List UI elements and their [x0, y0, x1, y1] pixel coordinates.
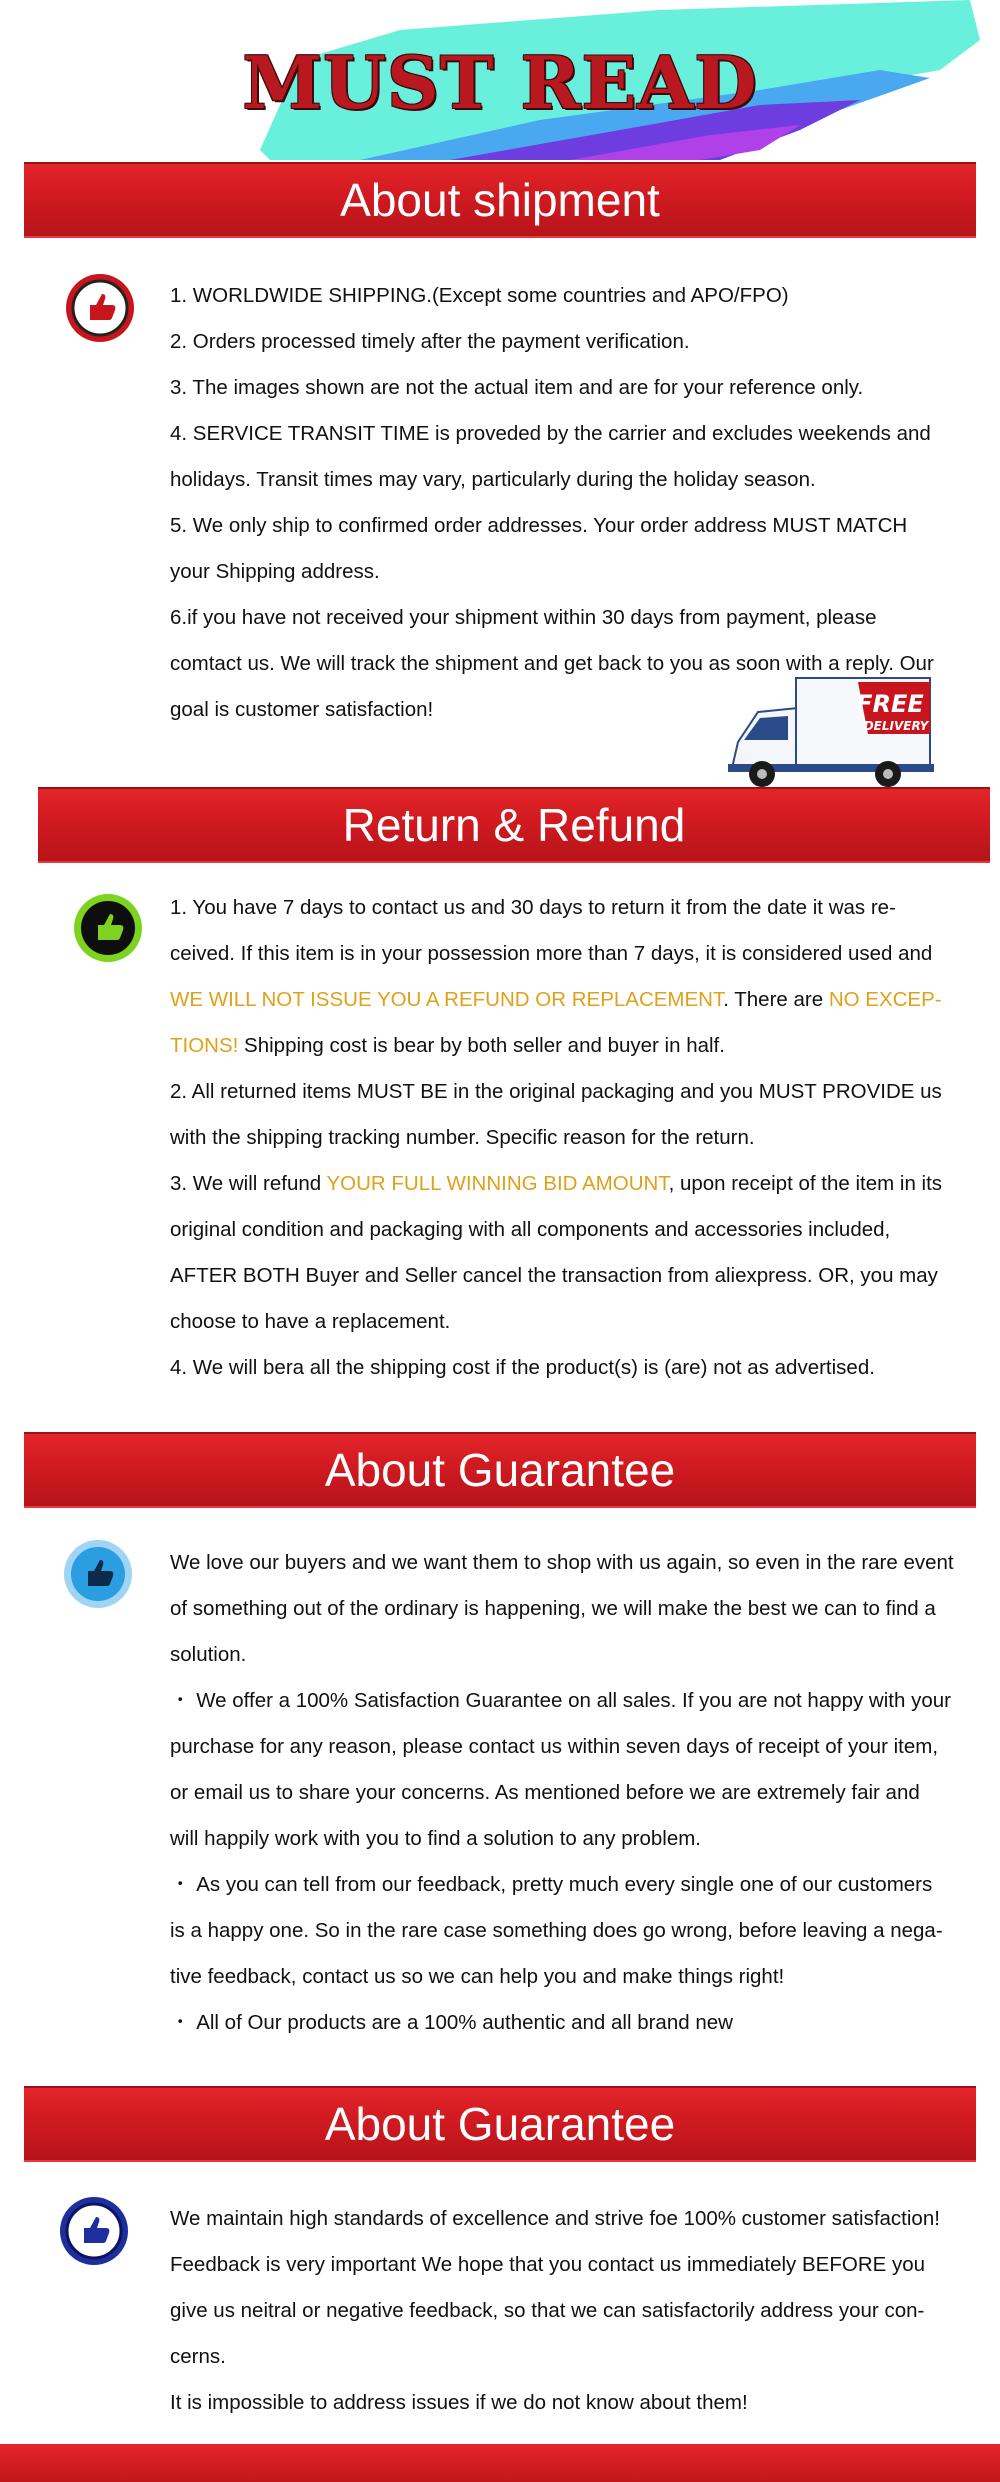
text-line: We maintain high standards of excellence and strive foe 100% customer satisfaction!: [170, 2207, 940, 2230]
text-line: 1. WORLDWIDE SHIPPING.(Except some countries and APO/FPO): [170, 284, 789, 307]
text-line: 1. You have 7 days to contact us and 30 days to return it from the date it was re-: [170, 896, 896, 919]
text-line: 2. Orders processed timely after the payment verification.: [170, 330, 690, 353]
text-line: choose to have a replacement.: [170, 1310, 451, 1333]
text-line: 2. All returned items MUST BE in the original packaging and you MUST PROVIDE us: [170, 1080, 942, 1103]
text-line: [170, 977, 942, 1023]
text-span: , upon receipt of the item in its: [668, 1172, 943, 1195]
page-title: MUST READ: [242, 40, 758, 125]
section-title: About Guarantee: [324, 2098, 676, 2150]
text-line: will happily work with you to find a solution to any problem.: [170, 1827, 701, 1850]
text-line: is a happy one. So in the rare case something does go wrong, before leaving a nega-: [170, 1919, 943, 1942]
text-line: Feedback is very important We hope that you contact us immediately BEFORE you: [170, 2253, 926, 2276]
highlight-text: WE WILL NOT ISSUE YOU A REFUND OR REPLACEMENT: [170, 988, 724, 1011]
truck-free-text: FREE: [856, 690, 924, 718]
section-banner-guarantee-2: [24, 2086, 976, 2162]
text-line: your Shipping address.: [170, 560, 380, 583]
section-banner-shipment: [24, 162, 976, 238]
refund-text: [170, 885, 942, 1391]
text-line: with the shipping tracking number. Specific reason for the return.: [170, 1126, 755, 1149]
thumbs-up-badge-icon: [58, 2195, 130, 2267]
text-line: [170, 1023, 942, 1069]
section-title: About shipment: [340, 174, 660, 226]
text-line: or email us to share your concerns. As mentioned before we are extremely fair and: [170, 1781, 920, 1804]
truck-delivery-text: DELIVERY: [863, 719, 929, 733]
text-line: ・ We offer a 100% Satisfaction Guarantee on all sales. If you are not happy with your: [170, 1689, 951, 1712]
text-line: 4. We will bera all the shipping cost if the product(s) is (are) not as advertised.: [170, 1356, 875, 1379]
text-line: original condition and packaging with all components and accessories included,: [170, 1218, 891, 1241]
text-line: give us neitral or negative feedback, so that we can satisfactorily address your con-: [170, 2299, 925, 2322]
section-banner-guarantee: [24, 1432, 976, 1508]
text-line: 4. SERVICE TRANSIT TIME is proveded by the carrier and excludes weekends and: [170, 422, 931, 445]
text-line: goal is customer satisfaction!: [170, 698, 434, 721]
free-delivery-truck-icon: [718, 672, 940, 792]
highlight-text: YOUR FULL WINNING BID AMOUNT: [326, 1172, 669, 1195]
text-line: 5. We only ship to confirmed order addresses. Your order address MUST MATCH: [170, 514, 908, 537]
hero-header: [0, 0, 1000, 160]
text-span: 3. We will refund: [170, 1172, 327, 1195]
footer-bar: [0, 2444, 1000, 2482]
section-title: About Guarantee: [324, 1444, 676, 1496]
section-title: Return & Refund: [342, 799, 686, 851]
text-span: Shipping cost is bear by both seller and buyer in half.: [238, 1034, 725, 1057]
text-line: holidays. Transit times may vary, particularly during the holiday season.: [170, 468, 816, 491]
highlight-text: NO EXCEP-: [828, 988, 942, 1011]
text-line: ・ As you can tell from our feedback, pretty much every single one of our customers: [170, 1873, 933, 1896]
text-line: We love our buyers and we want them to shop with us again, so even in the rare event: [170, 1551, 954, 1574]
highlight-text: TIONS!: [170, 1034, 239, 1057]
text-line: of something out of the ordinary is happening, we will make the best we can to find a: [170, 1597, 936, 1620]
shipment-text: [170, 273, 934, 733]
section-banner-refund: [38, 787, 990, 863]
text-line: cerns.: [170, 2345, 226, 2368]
text-line: tive feedback, contact us so we can help you and make things right!: [170, 1965, 785, 1988]
text-line: [170, 1161, 942, 1207]
text-line: ・ All of Our products are a 100% authentic and all brand new: [170, 2011, 733, 2034]
text-line: 6.if you have not received your shipment within 30 days from payment, please: [170, 606, 877, 629]
text-line: 3. The images shown are not the actual item and are for your reference only.: [170, 376, 864, 399]
text-line: purchase for any reason, please contact us within seven days of receipt of your item,: [170, 1735, 939, 1758]
guarantee-text: [170, 1540, 954, 2046]
thumbs-up-badge-icon: [72, 892, 144, 964]
text-line: solution.: [170, 1643, 247, 1666]
guarantee2-text: [170, 2196, 940, 2426]
text-line: comtact us. We will track the shipment and get back to you as soon with a reply. Our: [170, 652, 934, 675]
text-span: . There are: [723, 988, 829, 1011]
text-line: AFTER BOTH Buyer and Seller cancel the transaction from aliexpress. OR, you may: [170, 1264, 938, 1287]
thumbs-up-badge-icon: [62, 1538, 134, 1610]
text-line: It is impossible to address issues if we do not know about them!: [170, 2391, 748, 2414]
thumbs-up-badge-icon: [64, 272, 136, 344]
text-line: ceived. If this item is in your possession more than 7 days, it is considered used and: [170, 942, 933, 965]
